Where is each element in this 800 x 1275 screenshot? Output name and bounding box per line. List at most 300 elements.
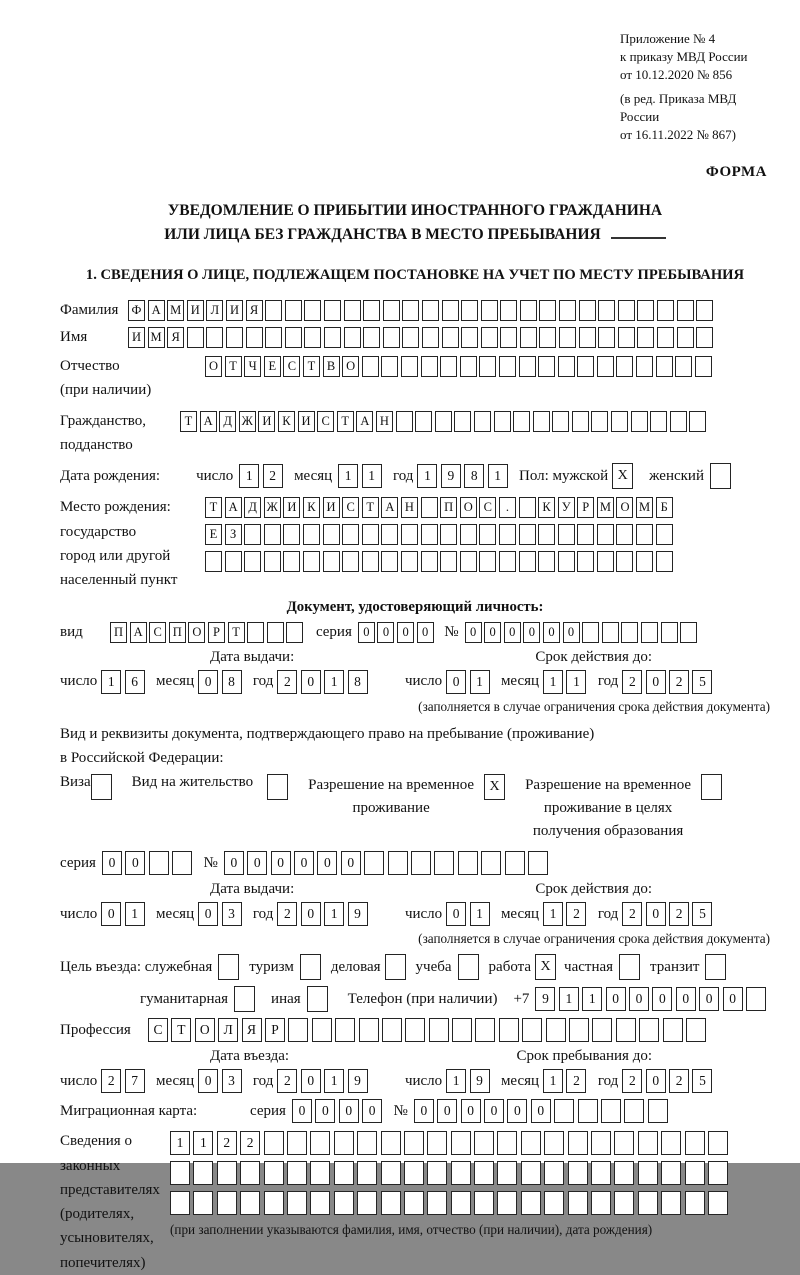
char-box[interactable]: М: [167, 300, 184, 321]
char-box[interactable]: 2: [566, 1069, 586, 1093]
checkbox-cell[interactable]: X: [484, 774, 505, 800]
char-box[interactable]: Н: [376, 411, 393, 432]
char-box[interactable]: [552, 411, 569, 432]
char-box[interactable]: [303, 524, 320, 545]
char-box[interactable]: 9: [535, 987, 555, 1011]
char-box[interactable]: П: [110, 622, 127, 643]
char-box[interactable]: [636, 551, 653, 572]
char-box[interactable]: К: [303, 497, 320, 518]
char-box[interactable]: [499, 1018, 519, 1042]
char-box[interactable]: 0: [362, 1099, 382, 1123]
char-box[interactable]: [569, 1018, 589, 1042]
char-box[interactable]: [310, 1191, 330, 1215]
char-box[interactable]: [264, 1161, 284, 1185]
char-box[interactable]: К: [538, 497, 555, 518]
char-box[interactable]: [405, 1018, 425, 1042]
char-box[interactable]: [616, 551, 633, 572]
char-box[interactable]: [334, 1131, 354, 1155]
checkbox-cell[interactable]: [705, 954, 726, 980]
char-box[interactable]: О: [188, 622, 205, 643]
char-box[interactable]: [357, 1131, 377, 1155]
char-box[interactable]: [661, 1131, 681, 1155]
char-box[interactable]: А: [356, 411, 373, 432]
char-box[interactable]: 9: [348, 1069, 368, 1093]
char-box[interactable]: [383, 300, 400, 321]
char-box[interactable]: [170, 1191, 190, 1215]
char-box[interactable]: [481, 851, 501, 875]
char-box[interactable]: [637, 300, 654, 321]
char-box[interactable]: [656, 551, 673, 572]
char-box[interactable]: [624, 1099, 644, 1123]
char-box[interactable]: 1: [324, 902, 344, 926]
char-box[interactable]: [217, 1191, 237, 1215]
char-box[interactable]: [357, 1191, 377, 1215]
char-box[interactable]: [411, 851, 431, 875]
char-box[interactable]: [505, 851, 525, 875]
char-box[interactable]: [193, 1191, 213, 1215]
char-box[interactable]: [461, 327, 478, 348]
char-box[interactable]: [451, 1191, 471, 1215]
char-box[interactable]: Ж: [264, 497, 281, 518]
char-box[interactable]: [577, 524, 594, 545]
char-box[interactable]: [342, 524, 359, 545]
char-box[interactable]: [460, 524, 477, 545]
char-box[interactable]: С: [148, 1018, 168, 1042]
char-box[interactable]: Ч: [244, 356, 261, 377]
char-box[interactable]: [675, 356, 692, 377]
char-box[interactable]: [521, 1161, 541, 1185]
char-box[interactable]: [572, 411, 589, 432]
char-box[interactable]: И: [226, 300, 243, 321]
char-box[interactable]: 1: [417, 464, 437, 488]
char-box[interactable]: [363, 300, 380, 321]
char-box[interactable]: [521, 1191, 541, 1215]
char-box[interactable]: [359, 1018, 379, 1042]
char-box[interactable]: И: [283, 497, 300, 518]
char-box[interactable]: 0: [301, 1069, 321, 1093]
char-box[interactable]: [579, 327, 596, 348]
char-box[interactable]: [685, 1161, 705, 1185]
char-box[interactable]: 1: [470, 902, 490, 926]
char-box[interactable]: [614, 1161, 634, 1185]
char-box[interactable]: [641, 622, 658, 643]
char-box[interactable]: [558, 524, 575, 545]
char-box[interactable]: [427, 1161, 447, 1185]
char-box[interactable]: [670, 411, 687, 432]
char-box[interactable]: 0: [531, 1099, 551, 1123]
char-box[interactable]: [591, 1191, 611, 1215]
char-box[interactable]: [558, 551, 575, 572]
char-box[interactable]: [415, 411, 432, 432]
char-box[interactable]: Ж: [239, 411, 256, 432]
char-box[interactable]: [427, 1131, 447, 1155]
char-box[interactable]: С: [149, 622, 166, 643]
char-box[interactable]: [696, 300, 713, 321]
char-box[interactable]: 0: [301, 902, 321, 926]
char-box[interactable]: 1: [566, 670, 586, 694]
char-box[interactable]: 1: [488, 464, 508, 488]
char-box[interactable]: 0: [629, 987, 649, 1011]
char-box[interactable]: [577, 551, 594, 572]
char-box[interactable]: 9: [441, 464, 461, 488]
char-box[interactable]: [304, 327, 321, 348]
char-box[interactable]: 1: [559, 987, 579, 1011]
char-box[interactable]: А: [200, 411, 217, 432]
char-box[interactable]: А: [381, 497, 398, 518]
char-box[interactable]: 0: [606, 987, 626, 1011]
char-box[interactable]: 8: [222, 670, 242, 694]
char-box[interactable]: [577, 356, 594, 377]
char-box[interactable]: [598, 300, 615, 321]
char-box[interactable]: [618, 300, 635, 321]
char-box[interactable]: [324, 300, 341, 321]
char-box[interactable]: 1: [324, 670, 344, 694]
char-box[interactable]: [344, 327, 361, 348]
char-box[interactable]: [240, 1191, 260, 1215]
char-box[interactable]: [479, 551, 496, 572]
char-box[interactable]: [592, 1018, 612, 1042]
char-box[interactable]: 0: [484, 1099, 504, 1123]
char-box[interactable]: [638, 1161, 658, 1185]
char-box[interactable]: [401, 551, 418, 572]
char-box[interactable]: [499, 524, 516, 545]
char-box[interactable]: Л: [218, 1018, 238, 1042]
char-box[interactable]: [404, 1161, 424, 1185]
char-box[interactable]: [401, 524, 418, 545]
char-box[interactable]: [421, 524, 438, 545]
char-box[interactable]: 2: [277, 902, 297, 926]
char-box[interactable]: 2: [622, 670, 642, 694]
char-box[interactable]: Т: [225, 356, 242, 377]
char-box[interactable]: 0: [101, 902, 121, 926]
char-box[interactable]: [244, 524, 261, 545]
char-box[interactable]: [657, 327, 674, 348]
char-box[interactable]: [538, 551, 555, 572]
char-box[interactable]: [244, 551, 261, 572]
char-box[interactable]: П: [169, 622, 186, 643]
char-box[interactable]: 7: [125, 1069, 145, 1093]
char-box[interactable]: [597, 524, 614, 545]
char-box[interactable]: [614, 1191, 634, 1215]
char-box[interactable]: [696, 327, 713, 348]
char-box[interactable]: [559, 327, 576, 348]
char-box[interactable]: Я: [246, 300, 263, 321]
char-box[interactable]: [497, 1161, 517, 1185]
char-box[interactable]: [708, 1161, 728, 1185]
char-box[interactable]: Т: [303, 356, 320, 377]
char-box[interactable]: 0: [294, 851, 314, 875]
checkbox-cell[interactable]: [91, 774, 112, 800]
char-box[interactable]: [362, 356, 379, 377]
checkbox-cell[interactable]: [710, 463, 731, 489]
char-box[interactable]: Т: [337, 411, 354, 432]
char-box[interactable]: [591, 1131, 611, 1155]
char-box[interactable]: [500, 327, 517, 348]
char-box[interactable]: [544, 1131, 564, 1155]
char-box[interactable]: [639, 1018, 659, 1042]
char-box[interactable]: [618, 327, 635, 348]
char-box[interactable]: [440, 524, 457, 545]
char-box[interactable]: [520, 327, 537, 348]
char-box[interactable]: [474, 1191, 494, 1215]
char-box[interactable]: 3: [222, 1069, 242, 1093]
char-box[interactable]: 5: [692, 902, 712, 926]
char-box[interactable]: 2: [277, 670, 297, 694]
char-box[interactable]: [401, 356, 418, 377]
char-box[interactable]: О: [460, 497, 477, 518]
char-box[interactable]: З: [225, 524, 242, 545]
char-box[interactable]: [631, 411, 648, 432]
char-box[interactable]: 1: [446, 1069, 466, 1093]
char-box[interactable]: 0: [723, 987, 743, 1011]
char-box[interactable]: [602, 622, 619, 643]
char-box[interactable]: [442, 300, 459, 321]
char-box[interactable]: [520, 300, 537, 321]
char-box[interactable]: А: [130, 622, 147, 643]
char-box[interactable]: [342, 551, 359, 572]
char-box[interactable]: 0: [461, 1099, 481, 1123]
char-box[interactable]: [381, 551, 398, 572]
char-box[interactable]: [568, 1131, 588, 1155]
char-box[interactable]: 2: [669, 902, 689, 926]
char-box[interactable]: [323, 551, 340, 572]
char-box[interactable]: [497, 1191, 517, 1215]
char-box[interactable]: 0: [523, 622, 540, 643]
char-box[interactable]: [497, 1131, 517, 1155]
char-box[interactable]: [421, 497, 438, 518]
char-box[interactable]: С: [283, 356, 300, 377]
char-box[interactable]: О: [342, 356, 359, 377]
char-box[interactable]: [310, 1131, 330, 1155]
char-box[interactable]: [451, 1161, 471, 1185]
char-box[interactable]: 0: [646, 670, 666, 694]
char-box[interactable]: 5: [692, 1069, 712, 1093]
char-box[interactable]: 2: [622, 1069, 642, 1093]
char-box[interactable]: [522, 1018, 542, 1042]
char-box[interactable]: Р: [577, 497, 594, 518]
char-box[interactable]: Т: [362, 497, 379, 518]
char-box[interactable]: 9: [470, 1069, 490, 1093]
char-box[interactable]: [310, 1161, 330, 1185]
char-box[interactable]: 0: [507, 1099, 527, 1123]
char-box[interactable]: [650, 411, 667, 432]
char-box[interactable]: 1: [193, 1131, 213, 1155]
char-box[interactable]: Т: [171, 1018, 191, 1042]
char-box[interactable]: 0: [563, 622, 580, 643]
char-box[interactable]: [287, 1161, 307, 1185]
char-box[interactable]: А: [148, 300, 165, 321]
char-box[interactable]: [746, 987, 766, 1011]
char-box[interactable]: 1: [338, 464, 358, 488]
char-box[interactable]: 0: [247, 851, 267, 875]
char-box[interactable]: [500, 300, 517, 321]
char-box[interactable]: Д: [244, 497, 261, 518]
char-box[interactable]: [363, 327, 380, 348]
char-box[interactable]: 2: [217, 1131, 237, 1155]
char-box[interactable]: [538, 356, 555, 377]
char-box[interactable]: [481, 327, 498, 348]
char-box[interactable]: [616, 1018, 636, 1042]
char-box[interactable]: 1: [101, 670, 121, 694]
char-box[interactable]: [264, 551, 281, 572]
char-box[interactable]: [396, 411, 413, 432]
char-box[interactable]: [689, 411, 706, 432]
char-box[interactable]: [285, 300, 302, 321]
char-box[interactable]: О: [205, 356, 222, 377]
char-box[interactable]: 0: [339, 1099, 359, 1123]
char-box[interactable]: [193, 1161, 213, 1185]
char-box[interactable]: 0: [504, 622, 521, 643]
char-box[interactable]: [283, 551, 300, 572]
char-box[interactable]: [303, 551, 320, 572]
char-box[interactable]: [568, 1191, 588, 1215]
char-box[interactable]: [661, 622, 678, 643]
char-box[interactable]: М: [636, 497, 653, 518]
char-box[interactable]: [264, 1191, 284, 1215]
char-box[interactable]: [381, 1131, 401, 1155]
char-box[interactable]: [656, 356, 673, 377]
char-box[interactable]: [334, 1161, 354, 1185]
char-box[interactable]: 2: [669, 1069, 689, 1093]
char-box[interactable]: [637, 327, 654, 348]
char-box[interactable]: 0: [484, 622, 501, 643]
char-box[interactable]: 0: [301, 670, 321, 694]
char-box[interactable]: 5: [692, 670, 712, 694]
char-box[interactable]: 0: [414, 1099, 434, 1123]
char-box[interactable]: [357, 1161, 377, 1185]
char-box[interactable]: [435, 411, 452, 432]
char-box[interactable]: Д: [219, 411, 236, 432]
char-box[interactable]: [187, 327, 204, 348]
char-box[interactable]: [519, 524, 536, 545]
char-box[interactable]: С: [479, 497, 496, 518]
char-box[interactable]: 0: [437, 1099, 457, 1123]
char-box[interactable]: [539, 327, 556, 348]
char-box[interactable]: О: [195, 1018, 215, 1042]
char-box[interactable]: [287, 1131, 307, 1155]
char-box[interactable]: [205, 551, 222, 572]
checkbox-cell[interactable]: [619, 954, 640, 980]
char-box[interactable]: [708, 1191, 728, 1215]
char-box[interactable]: [246, 327, 263, 348]
char-box[interactable]: [304, 300, 321, 321]
char-box[interactable]: 2: [566, 902, 586, 926]
char-box[interactable]: 0: [317, 851, 337, 875]
char-box[interactable]: Р: [265, 1018, 285, 1042]
char-box[interactable]: [267, 622, 284, 643]
char-box[interactable]: 3: [222, 902, 242, 926]
checkbox-cell[interactable]: [701, 774, 722, 800]
checkbox-cell[interactable]: X: [612, 463, 633, 489]
char-box[interactable]: [568, 1161, 588, 1185]
char-box[interactable]: [539, 300, 556, 321]
char-box[interactable]: 0: [125, 851, 145, 875]
char-box[interactable]: [474, 1161, 494, 1185]
char-box[interactable]: И: [323, 497, 340, 518]
char-box[interactable]: [440, 356, 457, 377]
char-box[interactable]: [636, 524, 653, 545]
char-box[interactable]: 1: [125, 902, 145, 926]
char-box[interactable]: М: [597, 497, 614, 518]
char-box[interactable]: [554, 1099, 574, 1123]
char-box[interactable]: [217, 1161, 237, 1185]
char-box[interactable]: 0: [224, 851, 244, 875]
char-box[interactable]: 0: [198, 670, 218, 694]
char-box[interactable]: [362, 524, 379, 545]
char-box[interactable]: [225, 551, 242, 572]
char-box[interactable]: 0: [315, 1099, 335, 1123]
char-box[interactable]: .: [499, 497, 516, 518]
char-box[interactable]: 0: [676, 987, 696, 1011]
char-box[interactable]: [404, 1131, 424, 1155]
char-box[interactable]: [616, 356, 633, 377]
char-box[interactable]: [458, 851, 478, 875]
char-box[interactable]: [206, 327, 223, 348]
char-box[interactable]: У: [558, 497, 575, 518]
char-box[interactable]: П: [440, 497, 457, 518]
char-box[interactable]: 0: [377, 622, 394, 643]
checkbox-cell[interactable]: [267, 774, 288, 800]
char-box[interactable]: К: [278, 411, 295, 432]
char-box[interactable]: 2: [240, 1131, 260, 1155]
char-box[interactable]: [440, 551, 457, 572]
char-box[interactable]: 2: [263, 464, 283, 488]
char-box[interactable]: [638, 1131, 658, 1155]
char-box[interactable]: 1: [362, 464, 382, 488]
char-box[interactable]: 0: [198, 1069, 218, 1093]
char-box[interactable]: [460, 551, 477, 572]
char-box[interactable]: [544, 1161, 564, 1185]
char-box[interactable]: [429, 1018, 449, 1042]
char-box[interactable]: 2: [101, 1069, 121, 1093]
char-box[interactable]: 0: [292, 1099, 312, 1123]
char-box[interactable]: [663, 1018, 683, 1042]
char-box[interactable]: 0: [446, 902, 466, 926]
char-box[interactable]: [226, 327, 243, 348]
char-box[interactable]: С: [317, 411, 334, 432]
char-box[interactable]: [382, 1018, 402, 1042]
char-box[interactable]: Ф: [128, 300, 145, 321]
char-box[interactable]: [364, 851, 384, 875]
char-box[interactable]: 1: [239, 464, 259, 488]
char-box[interactable]: С: [342, 497, 359, 518]
char-box[interactable]: 1: [324, 1069, 344, 1093]
char-box[interactable]: 0: [341, 851, 361, 875]
checkbox-cell[interactable]: [458, 954, 479, 980]
char-box[interactable]: [661, 1191, 681, 1215]
char-box[interactable]: [544, 1191, 564, 1215]
char-box[interactable]: [264, 1131, 284, 1155]
checkbox-cell[interactable]: [300, 954, 321, 980]
char-box[interactable]: 1: [543, 670, 563, 694]
char-box[interactable]: [611, 411, 628, 432]
char-box[interactable]: [591, 1161, 611, 1185]
char-box[interactable]: [636, 356, 653, 377]
checkbox-cell[interactable]: [218, 954, 239, 980]
char-box[interactable]: [656, 524, 673, 545]
char-box[interactable]: Е: [264, 356, 281, 377]
char-box[interactable]: [287, 1191, 307, 1215]
char-box[interactable]: [474, 1131, 494, 1155]
char-box[interactable]: 6: [125, 670, 145, 694]
char-box[interactable]: 8: [348, 670, 368, 694]
char-box[interactable]: [454, 411, 471, 432]
char-box[interactable]: Н: [401, 497, 418, 518]
char-box[interactable]: [546, 1018, 566, 1042]
char-box[interactable]: [172, 851, 192, 875]
char-box[interactable]: [558, 356, 575, 377]
char-box[interactable]: [404, 1191, 424, 1215]
